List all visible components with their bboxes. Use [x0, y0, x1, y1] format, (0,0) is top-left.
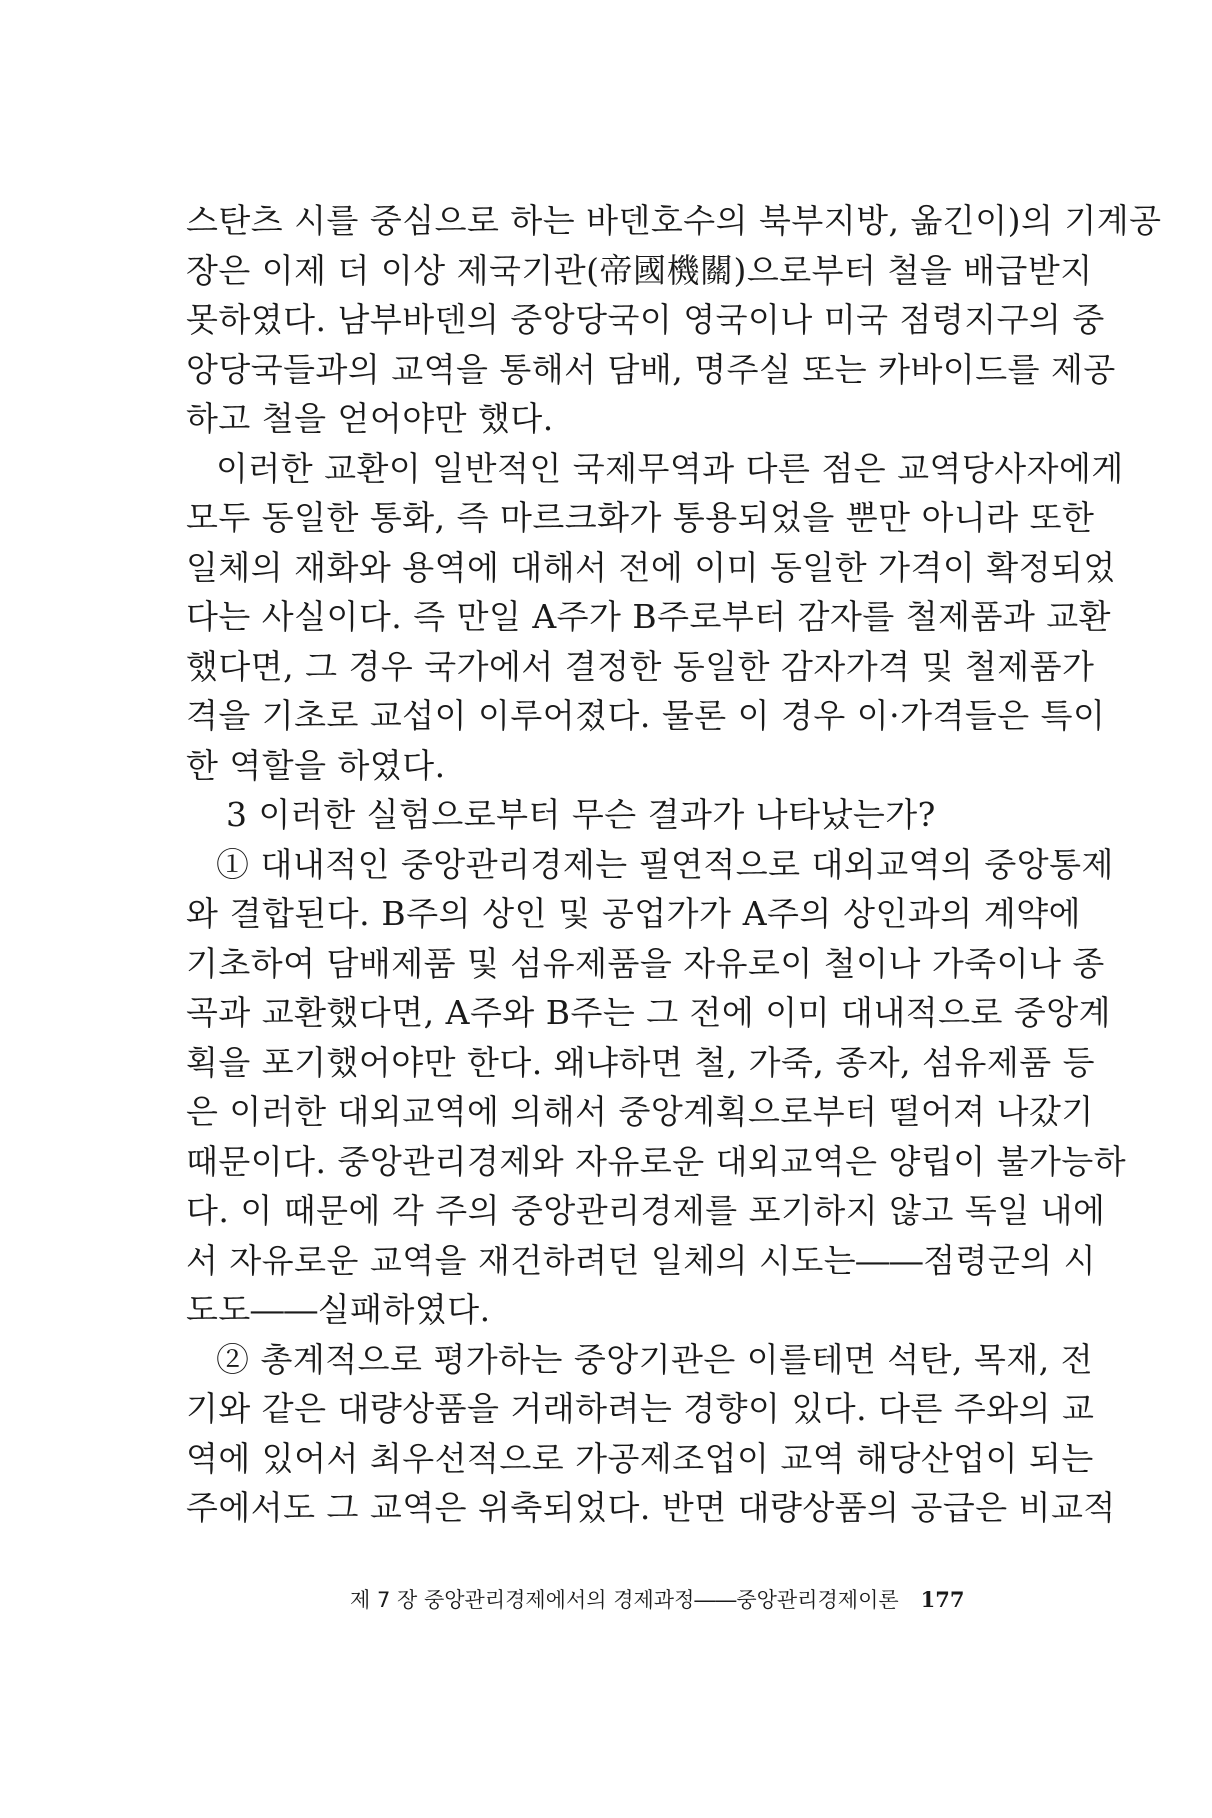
text-line: 기초하여 담배제품 및 섬유제품을 자유로이 철이나 가죽이나 종: [186, 943, 1105, 983]
text-line: 모두 동일한 통화, 즉 마르크화가 통용되었을 뿐만 아니라 또한: [186, 498, 1095, 537]
text-line: 다. 이 때문에 각 주의 중앙관리경제를 포기하지 않고 독일 내에: [186, 1191, 1106, 1230]
text-line: 했다면, 그 경우 국가에서 결정한 동일한 감자가격 및 철제품가: [186, 646, 1095, 686]
text-line: ② 총계적으로 평가하는 중앙기관은 이를테면 석탄, 목재, 전: [216, 1339, 1094, 1379]
text-line: 스탄츠 시를 중심으로 하는 바덴호수의 북부지방, 옮긴이)의 기계공: [186, 201, 1162, 240]
text-line: 격을 기초로 교섭이 이루어졌다. 물론 이 경우 이·가격들은 특이: [186, 696, 1106, 735]
text-line: 은 이러한 대외교역에 의해서 중앙계획으로부터 떨어져 나갔기: [186, 1092, 1094, 1131]
text-line: 곡과 교환했다면, A주와 B주는 그 전에 이미 대내적으로 중앙계: [186, 993, 1112, 1032]
text-line: 한 역할을 하였다.: [186, 745, 446, 785]
text-line: 못하였다. 남부바덴의 중앙당국이 영국이나 미국 점령지구의 중: [186, 300, 1105, 339]
text-line: 서 자유로운 교역을 재건하려던 일체의 시도는――점령군의 시: [186, 1240, 1097, 1280]
text-line: 때문이다. 중앙관리경제와 자유로운 대외교역은 양립이 불가능하: [186, 1141, 1127, 1181]
text-line: 와 결합된다. B주의 상인 및 공업가가 A주의 상인과의 계약에: [186, 894, 1081, 933]
text-line: 하고 철을 얻어야만 했다.: [186, 399, 554, 438]
text-line: 기와 같은 대량상품을 거래하려는 경향이 있다. 다른 주와의 교: [186, 1389, 1095, 1428]
text-line: ① 대내적인 중앙관리경제는 필연적으로 대외교역의 중앙통제: [216, 844, 1114, 884]
text-line: 주에서도 그 교역은 위축되었다. 반면 대량상품의 공급은 비교적: [186, 1488, 1116, 1527]
text-line: 이러한 교환이 일반적인 국제무역과 다른 점은 교역당사자에게: [216, 448, 1124, 488]
page-number: 177: [920, 1587, 965, 1612]
text-line: 다는 사실이다. 즉 만일 A주가 B주로부터 감자를 철제품과 교환: [186, 597, 1112, 636]
text-line: 일체의 재화와 용역에 대해서 전에 이미 동일한 가격이 확정되었: [186, 547, 1116, 587]
running-head: 제 7 장 중앙관리경제에서의 경제과정――중앙관리경제이론: [350, 1588, 899, 1612]
text-line: 앙당국들과의 교역을 통해서 담배, 명주실 또는 카바이드를 제공: [186, 349, 1116, 389]
page-footer: [350, 1580, 1050, 1620]
text-line: 획을 포기했어야만 한다. 왜냐하면 철, 가죽, 종자, 섬유제품 등: [186, 1042, 1095, 1082]
section-heading: 3 이러한 실험으로부터 무슨 결과가 나타났는가?: [226, 795, 936, 834]
text-line: 역에 있어서 최우선적으로 가공제조업이 교역 해당산업이 되는: [186, 1438, 1094, 1478]
page-body: [186, 196, 1162, 1596]
text-line: 도도――실패하였다.: [186, 1290, 491, 1329]
text-line: 장은 이제 더 이상 제국기관(帝國機關)으로부터 철을 배급받지: [186, 250, 1093, 290]
